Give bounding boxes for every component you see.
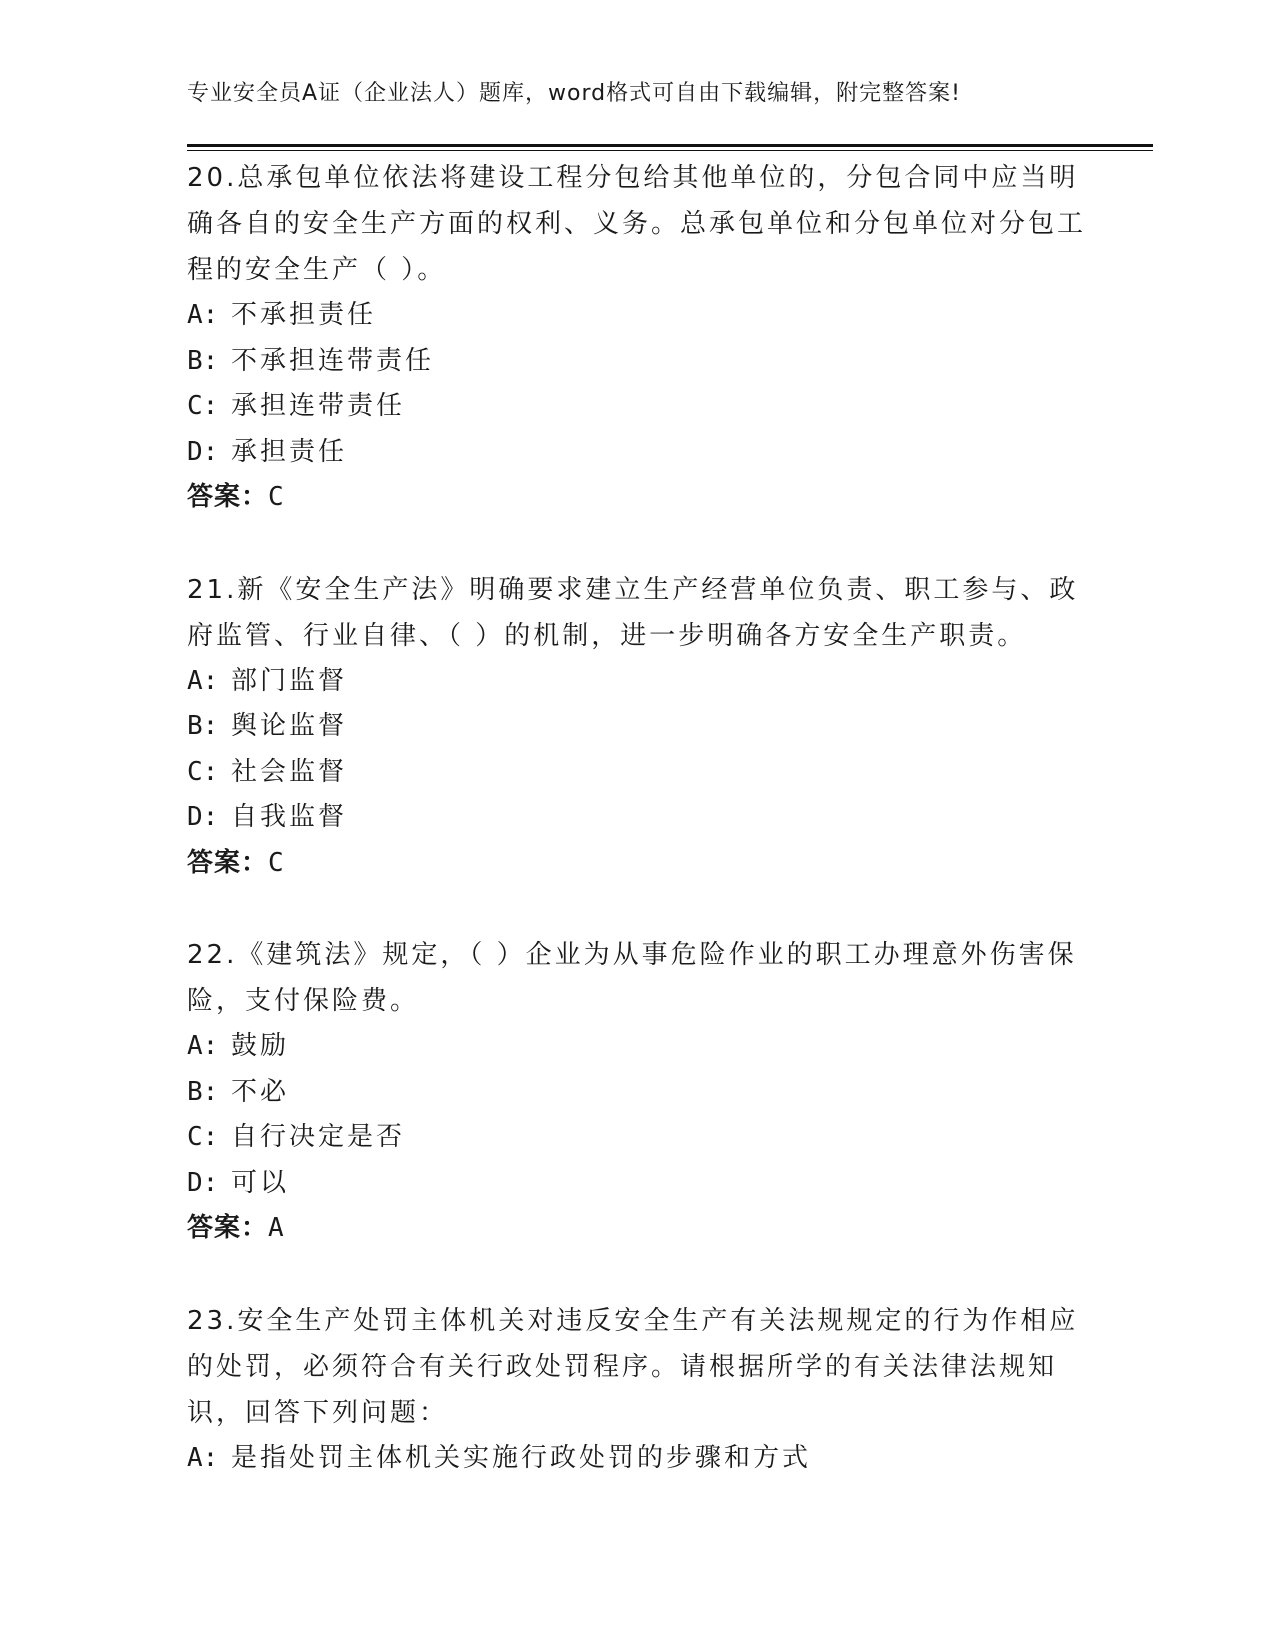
answer-value: C [268,847,285,878]
option-text: 不承担责任 [231,300,377,330]
option-letter: D: [187,436,219,467]
option-text: 自我监督 [231,802,348,832]
option-d [187,1161,1087,1207]
option-letter: C: [187,391,219,421]
header-divider [187,144,1153,147]
option-letter: D: [187,1167,219,1198]
option-b [187,704,1087,750]
option-text: 自行决定是否 [231,1122,406,1152]
answer-label: 答案： [187,847,269,878]
option-c [187,1115,1087,1161]
answer-line [187,1206,1087,1252]
option-letter: B: [187,1076,219,1107]
option-letter: B: [187,711,219,741]
option-letter: D: [187,802,219,832]
option-text: 社会监督 [231,756,348,787]
option-letter: A: [187,665,219,696]
answer-label: 答案： [187,1213,269,1243]
question-stem: 21.新《安全生产法》明确要求建立生产经营单位负责、职工参与、政府监管、行业自律、（ ）的机制，进一步明确各方安全生产职责。 [187,574,1079,651]
option-text: 不承担连带责任 [231,345,435,376]
question-stem: 20.总承包单位依法将建设工程分包给其他单位的，分包合同中应当明确各自的安全生产方面的权利、义务。总承包单位和分包单位对分包工程的安全生产（ ）。 [187,163,1087,285]
question-list [187,155,1087,1527]
question-stem: 22.《建筑法》规定，（ ）企业为从事危险作业的职工办理意外伤害保险，支付保险费。 [187,940,1077,1016]
option-c [187,384,1087,430]
option-letter: B: [187,345,219,376]
answer-value: A [268,1213,285,1243]
option-text: 不必 [231,1076,290,1107]
option-d [187,430,1087,476]
option-text: 承担责任 [231,436,348,467]
answer-label: 答案： [187,482,269,512]
answer-value: C [268,482,285,512]
option-c [187,750,1087,796]
answer-line [187,841,1087,887]
option-a [187,1436,1087,1482]
option-a [187,659,1087,705]
option-text: 舆论监督 [231,711,348,741]
question-item [187,1298,1087,1482]
option-letter: C: [187,1122,219,1152]
question-item [187,567,1087,887]
page-header-title: 专业安全员A证（企业法人）题库，word格式可自由下载编辑，附完整答案! [187,81,961,106]
option-text: 是指处罚主体机关实施行政处罚的步骤和方式 [231,1442,812,1473]
option-text: 可以 [231,1167,290,1198]
answer-line [187,475,1087,521]
option-b [187,339,1087,385]
option-letter: A: [187,300,219,330]
option-text: 鼓励 [231,1031,290,1061]
question-item [187,932,1087,1252]
question-stem: 23.安全生产处罚主体机关对违反安全生产有关法规规定的行为作相应的处罚，必须符合有关行政处罚程序。请根据所学的有关法律法规知识，回答下列问题： [187,1305,1079,1428]
option-d [187,795,1087,841]
option-letter: C: [187,756,219,787]
option-text: 承担连带责任 [231,391,406,421]
option-a [187,1024,1087,1070]
option-letter: A: [187,1442,219,1473]
header-divider-thin [187,150,1153,151]
option-letter: A: [187,1031,219,1061]
option-b [187,1070,1087,1116]
option-text: 部门监督 [231,665,348,696]
option-a [187,293,1087,339]
question-item [187,155,1087,521]
